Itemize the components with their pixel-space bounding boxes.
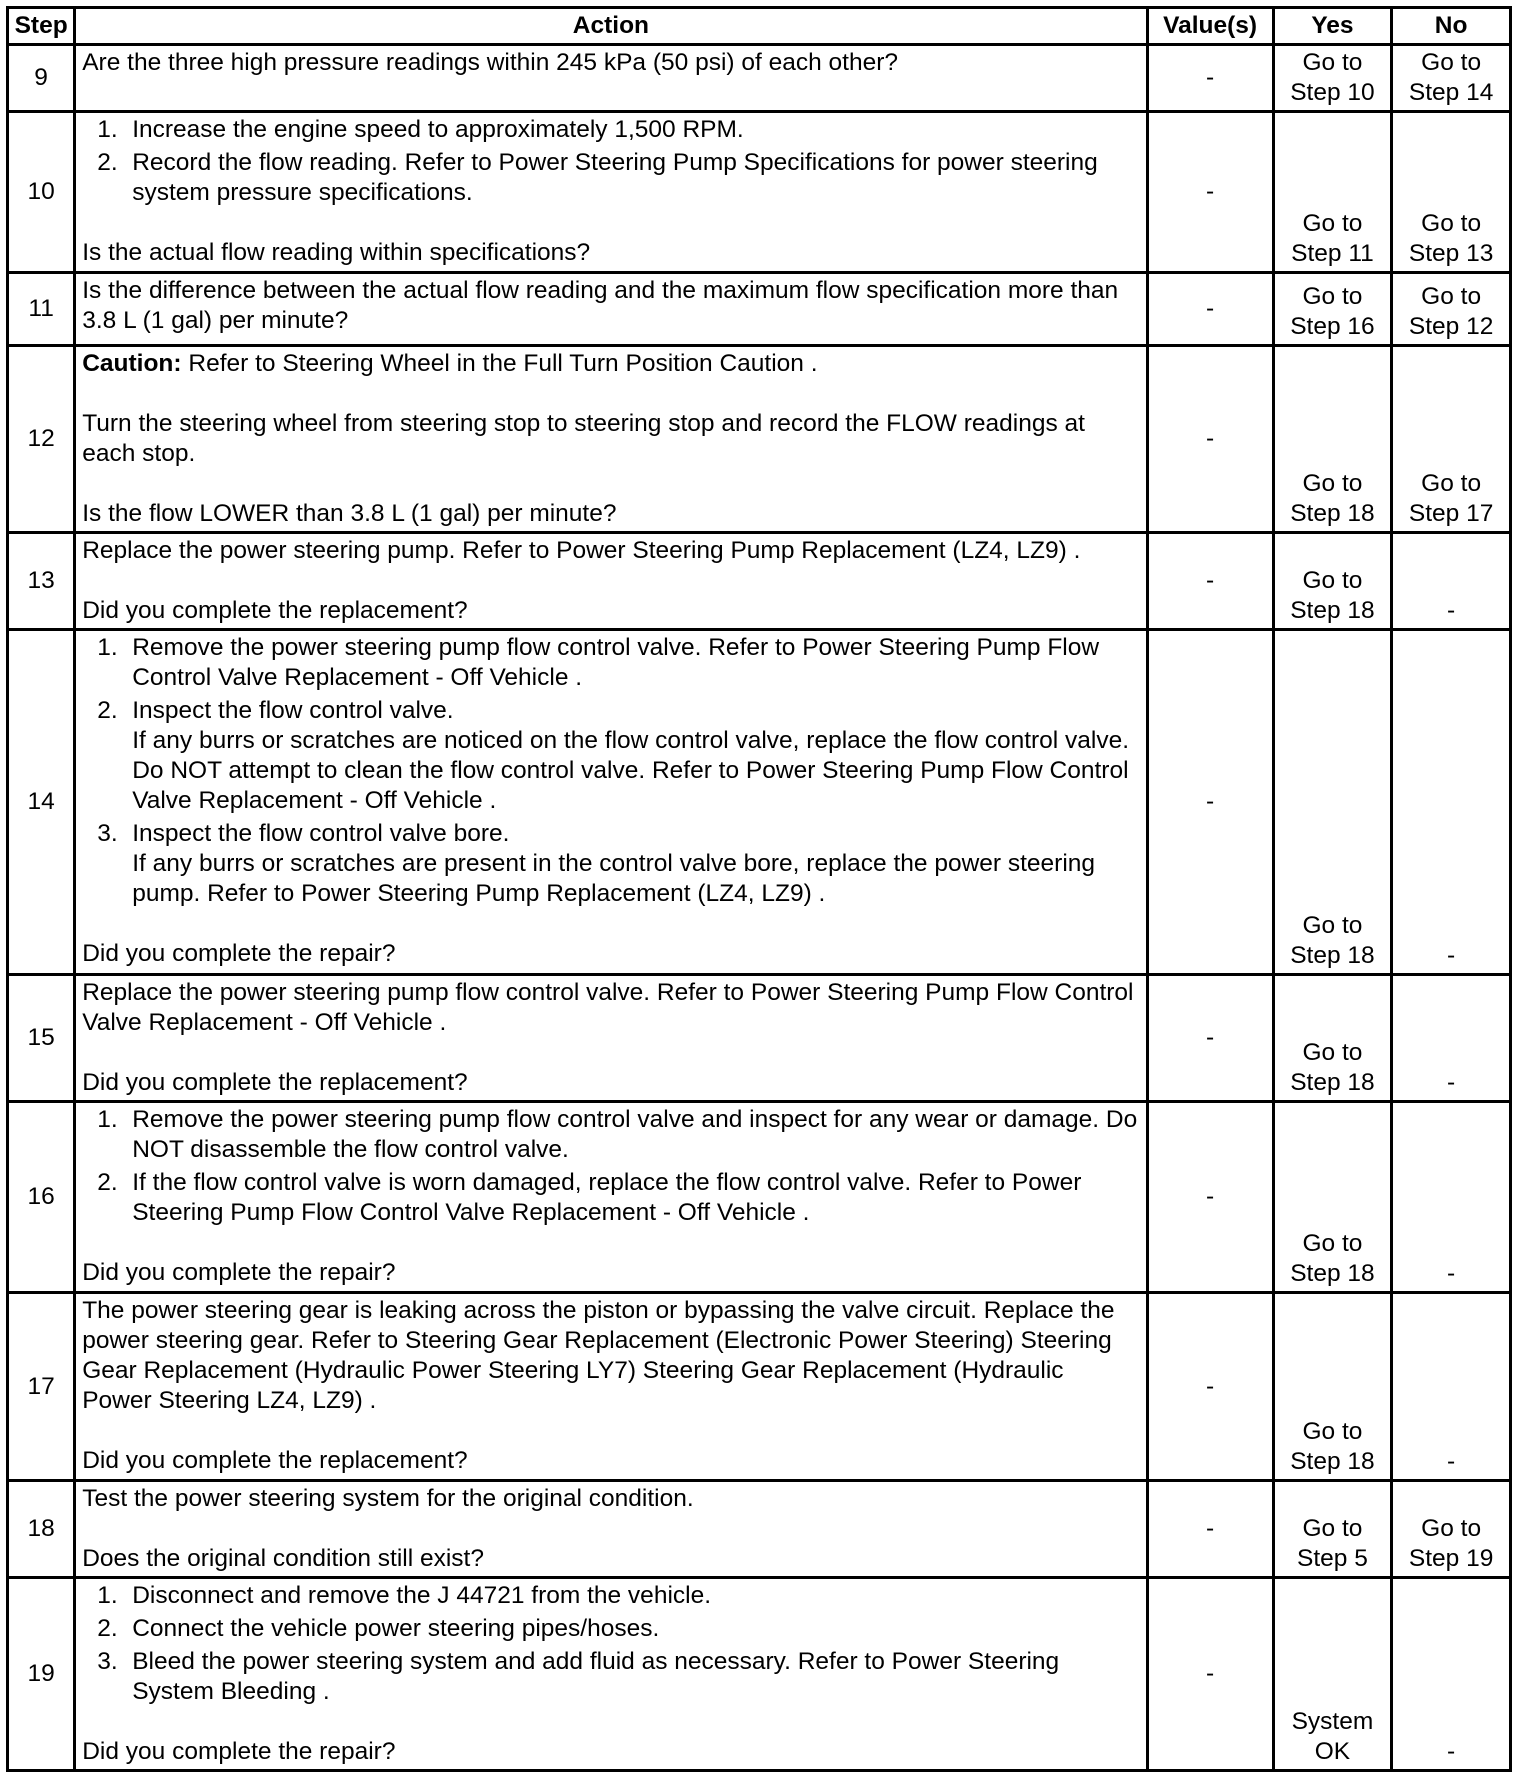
list-item: 2. Inspect the flow control valve. If any burrs or scratches are noticed on the flow control valve, replace the flow control valve. Do NOT attempt to clean the flow control valve. Refer to Power Steering Pump Flow Control Valve Replacement - Off Vehicle . (82, 696, 1139, 816)
yes-line: Step 18 (1290, 1260, 1375, 1287)
yes-line: Step 16 (1290, 313, 1375, 340)
value-cell: - (1147, 1578, 1273, 1771)
no-cell (1392, 346, 1511, 533)
action-question: Did you complete the replacement? (82, 597, 468, 624)
header-row (8, 8, 1511, 45)
action-text: The power steering gear is leaking across the piston or bypassing the valve circuit. Replace the power steering gear. Refer to Steering Gear Replacement (Electronic Power Steering) Steering Gear Replacement (Hydraulic Power Steering LY7) Steering Gear Replacement (Hydraulic Power Steering LZ4, LZ9) . (82, 1297, 1115, 1414)
list-item: 2. Record the flow reading. Refer to Power Steering Pump Specifications for power steering system pressure specifications. (97, 149, 1098, 206)
yes-line: Go to (1302, 1230, 1363, 1257)
action-text: Test the power steering system for the original condition. (82, 1485, 694, 1512)
value-cell: - (1147, 273, 1273, 346)
action-cell (75, 533, 1147, 630)
action-question: Is the actual flow reading within specifications? (82, 239, 591, 266)
yes-line: Step 18 (1290, 500, 1375, 527)
action-list (82, 115, 1139, 208)
yes-line: Go to (1302, 1418, 1363, 1445)
no-line: - (1447, 1069, 1456, 1096)
step-number: 12 (8, 346, 75, 533)
value-cell: - (1147, 1102, 1273, 1293)
no-cell (1392, 630, 1511, 975)
step-number: 17 (8, 1293, 75, 1481)
action-cell (75, 45, 1147, 112)
list-item: 3. Bleed the power steering system and add fluid as necessary. Refer to Power Steering System Bleeding . (97, 1648, 1060, 1705)
no-cell (1392, 1578, 1511, 1771)
yes-cell (1273, 1481, 1392, 1578)
action-cell (75, 1293, 1147, 1481)
list-item: 1. Remove the power steering pump flow control valve. Refer to Power Steering Pump Flow Control Valve Replacement - Off Vehicle . (97, 634, 1100, 691)
list-item: 2. Connect the vehicle power steering pipes/hoses. (97, 1615, 660, 1642)
yes-line: Go to (1302, 210, 1363, 237)
no-cell (1392, 1102, 1511, 1293)
yes-line: Step 18 (1290, 1448, 1375, 1475)
no-line: Go to (1421, 283, 1482, 310)
yes-cell (1273, 1578, 1392, 1771)
value-cell: - (1147, 112, 1273, 273)
table-row (8, 273, 1511, 346)
action-text: Are the three high pressure readings within 245 kPa (50 psi) of each other? (82, 49, 899, 76)
table-row (8, 533, 1511, 630)
yes-cell (1273, 975, 1392, 1102)
step-number: 14 (8, 630, 75, 975)
action-question: Did you complete the replacement? (82, 1069, 468, 1096)
no-line: Step 19 (1408, 1545, 1494, 1572)
table-row (8, 975, 1511, 1102)
step-number: 9 (8, 45, 75, 112)
step-number: 19 (8, 1578, 75, 1771)
action-cell (75, 273, 1147, 346)
action-question: Did you complete the repair? (82, 1259, 396, 1286)
table-row (8, 1481, 1511, 1578)
no-cell (1392, 1481, 1511, 1578)
no-cell (1392, 1293, 1511, 1481)
action-cell (75, 112, 1147, 273)
action-text: Replace the power steering pump. Refer to Power Steering Pump Replacement (LZ4, LZ9) . (82, 537, 1081, 564)
yes-line: Step 5 (1297, 1545, 1368, 1572)
list-item: 3. Inspect the flow control valve bore. If any burrs or scratches are present in the control valve bore, replace the power steering pump. Refer to Power Steering Pump Replacement (LZ4, LZ9) . (82, 819, 1139, 909)
step-number: 10 (8, 112, 75, 273)
header-step: Step (8, 8, 75, 45)
action-cell (75, 630, 1147, 975)
no-line: Step 12 (1408, 313, 1494, 340)
yes-cell (1273, 45, 1392, 112)
action-list (82, 633, 1139, 909)
value-cell: - (1147, 975, 1273, 1102)
list-item: 1. Remove the power steering pump flow control valve and inspect for any wear or damage. Do NOT disassemble the flow control valve. (97, 1106, 1138, 1163)
no-line: Step 17 (1408, 500, 1494, 527)
action-question: Does the original condition still exist? (82, 1545, 484, 1572)
list-item-note: If any burrs or scratches are present in the control valve bore, replace the power steering pump. Refer to Power Steering Pump Replacement (LZ4, LZ9) . (132, 850, 1096, 907)
yes-cell (1273, 1102, 1392, 1293)
action-question: Did you complete the repair? (82, 1738, 396, 1765)
step-number: 16 (8, 1102, 75, 1293)
no-line: Go to (1421, 470, 1482, 497)
table-row (8, 630, 1511, 975)
no-line: - (1447, 1260, 1456, 1287)
table-row (8, 1293, 1511, 1481)
list-item: 1. Disconnect and remove the J 44721 from the vehicle. (97, 1582, 712, 1609)
step-number: 18 (8, 1481, 75, 1578)
table-row (8, 1102, 1511, 1293)
action-question: Is the flow LOWER than 3.8 L (1 gal) per minute? (82, 500, 617, 527)
yes-line: Go to (1302, 283, 1363, 310)
action-text: Replace the power steering pump flow control valve. Refer to Power Steering Pump Flow Control Valve Replacement - Off Vehicle . (82, 979, 1134, 1036)
no-cell (1392, 45, 1511, 112)
yes-cell (1273, 112, 1392, 273)
action-cell (75, 1481, 1147, 1578)
list-item-note: If any burrs or scratches are noticed on the flow control valve, replace the flow control valve. Do NOT attempt to clean the flow control valve. Refer to Power Steering Pump Flow Control Valve Replacement - Off Vehicle . (132, 727, 1130, 814)
value-cell: - (1147, 533, 1273, 630)
value-cell: - (1147, 630, 1273, 975)
yes-line: System (1291, 1708, 1374, 1735)
table-row (8, 112, 1511, 273)
list-item: 1. Increase the engine speed to approximately 1,500 RPM. (97, 116, 744, 143)
caution-note (82, 349, 1139, 379)
yes-line: Go to (1302, 470, 1363, 497)
yes-line: OK (1314, 1738, 1351, 1765)
no-line: - (1447, 1448, 1456, 1475)
header-yes: Yes (1273, 8, 1392, 45)
no-line: - (1447, 1738, 1456, 1765)
yes-line: Go to (1302, 1515, 1363, 1542)
diagnostic-table (6, 6, 1512, 1772)
action-cell (75, 346, 1147, 533)
action-question: Did you complete the repair? (82, 940, 396, 967)
action-text: Is the difference between the actual flow reading and the maximum flow specification more than 3.8 L (1 gal) per minute? (82, 277, 1119, 334)
yes-cell (1273, 533, 1392, 630)
yes-line: Step 18 (1290, 942, 1375, 969)
step-number: 15 (8, 975, 75, 1102)
action-list (82, 1581, 1139, 1707)
no-cell (1392, 533, 1511, 630)
action-cell (75, 1578, 1147, 1771)
yes-cell (1273, 630, 1392, 975)
yes-line: Step 18 (1290, 597, 1375, 624)
yes-line: Step 11 (1291, 240, 1374, 267)
action-cell (75, 1102, 1147, 1293)
table-row (8, 45, 1511, 112)
value-cell: - (1147, 1481, 1273, 1578)
no-line: - (1447, 597, 1456, 624)
yes-line: Go to (1302, 912, 1363, 939)
no-cell (1392, 975, 1511, 1102)
yes-cell (1273, 273, 1392, 346)
no-line: Go to (1421, 49, 1482, 76)
yes-line: Step 18 (1290, 1069, 1375, 1096)
no-line: - (1447, 942, 1456, 969)
yes-cell (1273, 346, 1392, 533)
step-number: 11 (8, 273, 75, 346)
action-cell (75, 975, 1147, 1102)
yes-line: Go to (1302, 49, 1363, 76)
step-number: 13 (8, 533, 75, 630)
no-line: Go to (1421, 210, 1482, 237)
value-cell: - (1147, 1293, 1273, 1481)
header-no: No (1392, 8, 1511, 45)
value-cell: - (1147, 45, 1273, 112)
caution-label: Caution: (82, 350, 182, 377)
no-line: Step 14 (1408, 79, 1494, 106)
yes-line: Go to (1302, 1039, 1363, 1066)
table-row (8, 346, 1511, 533)
yes-line: Go to (1302, 567, 1363, 594)
action-text: Turn the steering wheel from steering stop to steering stop and record the FLOW readings at each stop. (82, 410, 1085, 467)
action-list (82, 1105, 1139, 1228)
list-item: 2. If the flow control valve is worn damaged, replace the flow control valve. Refer to Power Steering Pump Flow Control Valve Replacement - Off Vehicle . (97, 1169, 1082, 1226)
no-line: Go to (1421, 1515, 1482, 1542)
yes-line: Step 10 (1290, 79, 1375, 106)
header-values: Value(s) (1147, 8, 1273, 45)
table-row (8, 1578, 1511, 1771)
yes-cell (1273, 1293, 1392, 1481)
no-cell (1392, 112, 1511, 273)
action-question: Did you complete the replacement? (82, 1447, 468, 1474)
no-cell (1392, 273, 1511, 346)
caution-text: Refer to Steering Wheel in the Full Turn Position Caution . (181, 350, 818, 377)
header-action: Action (75, 8, 1147, 45)
value-cell: - (1147, 346, 1273, 533)
no-line: Step 13 (1408, 240, 1494, 267)
